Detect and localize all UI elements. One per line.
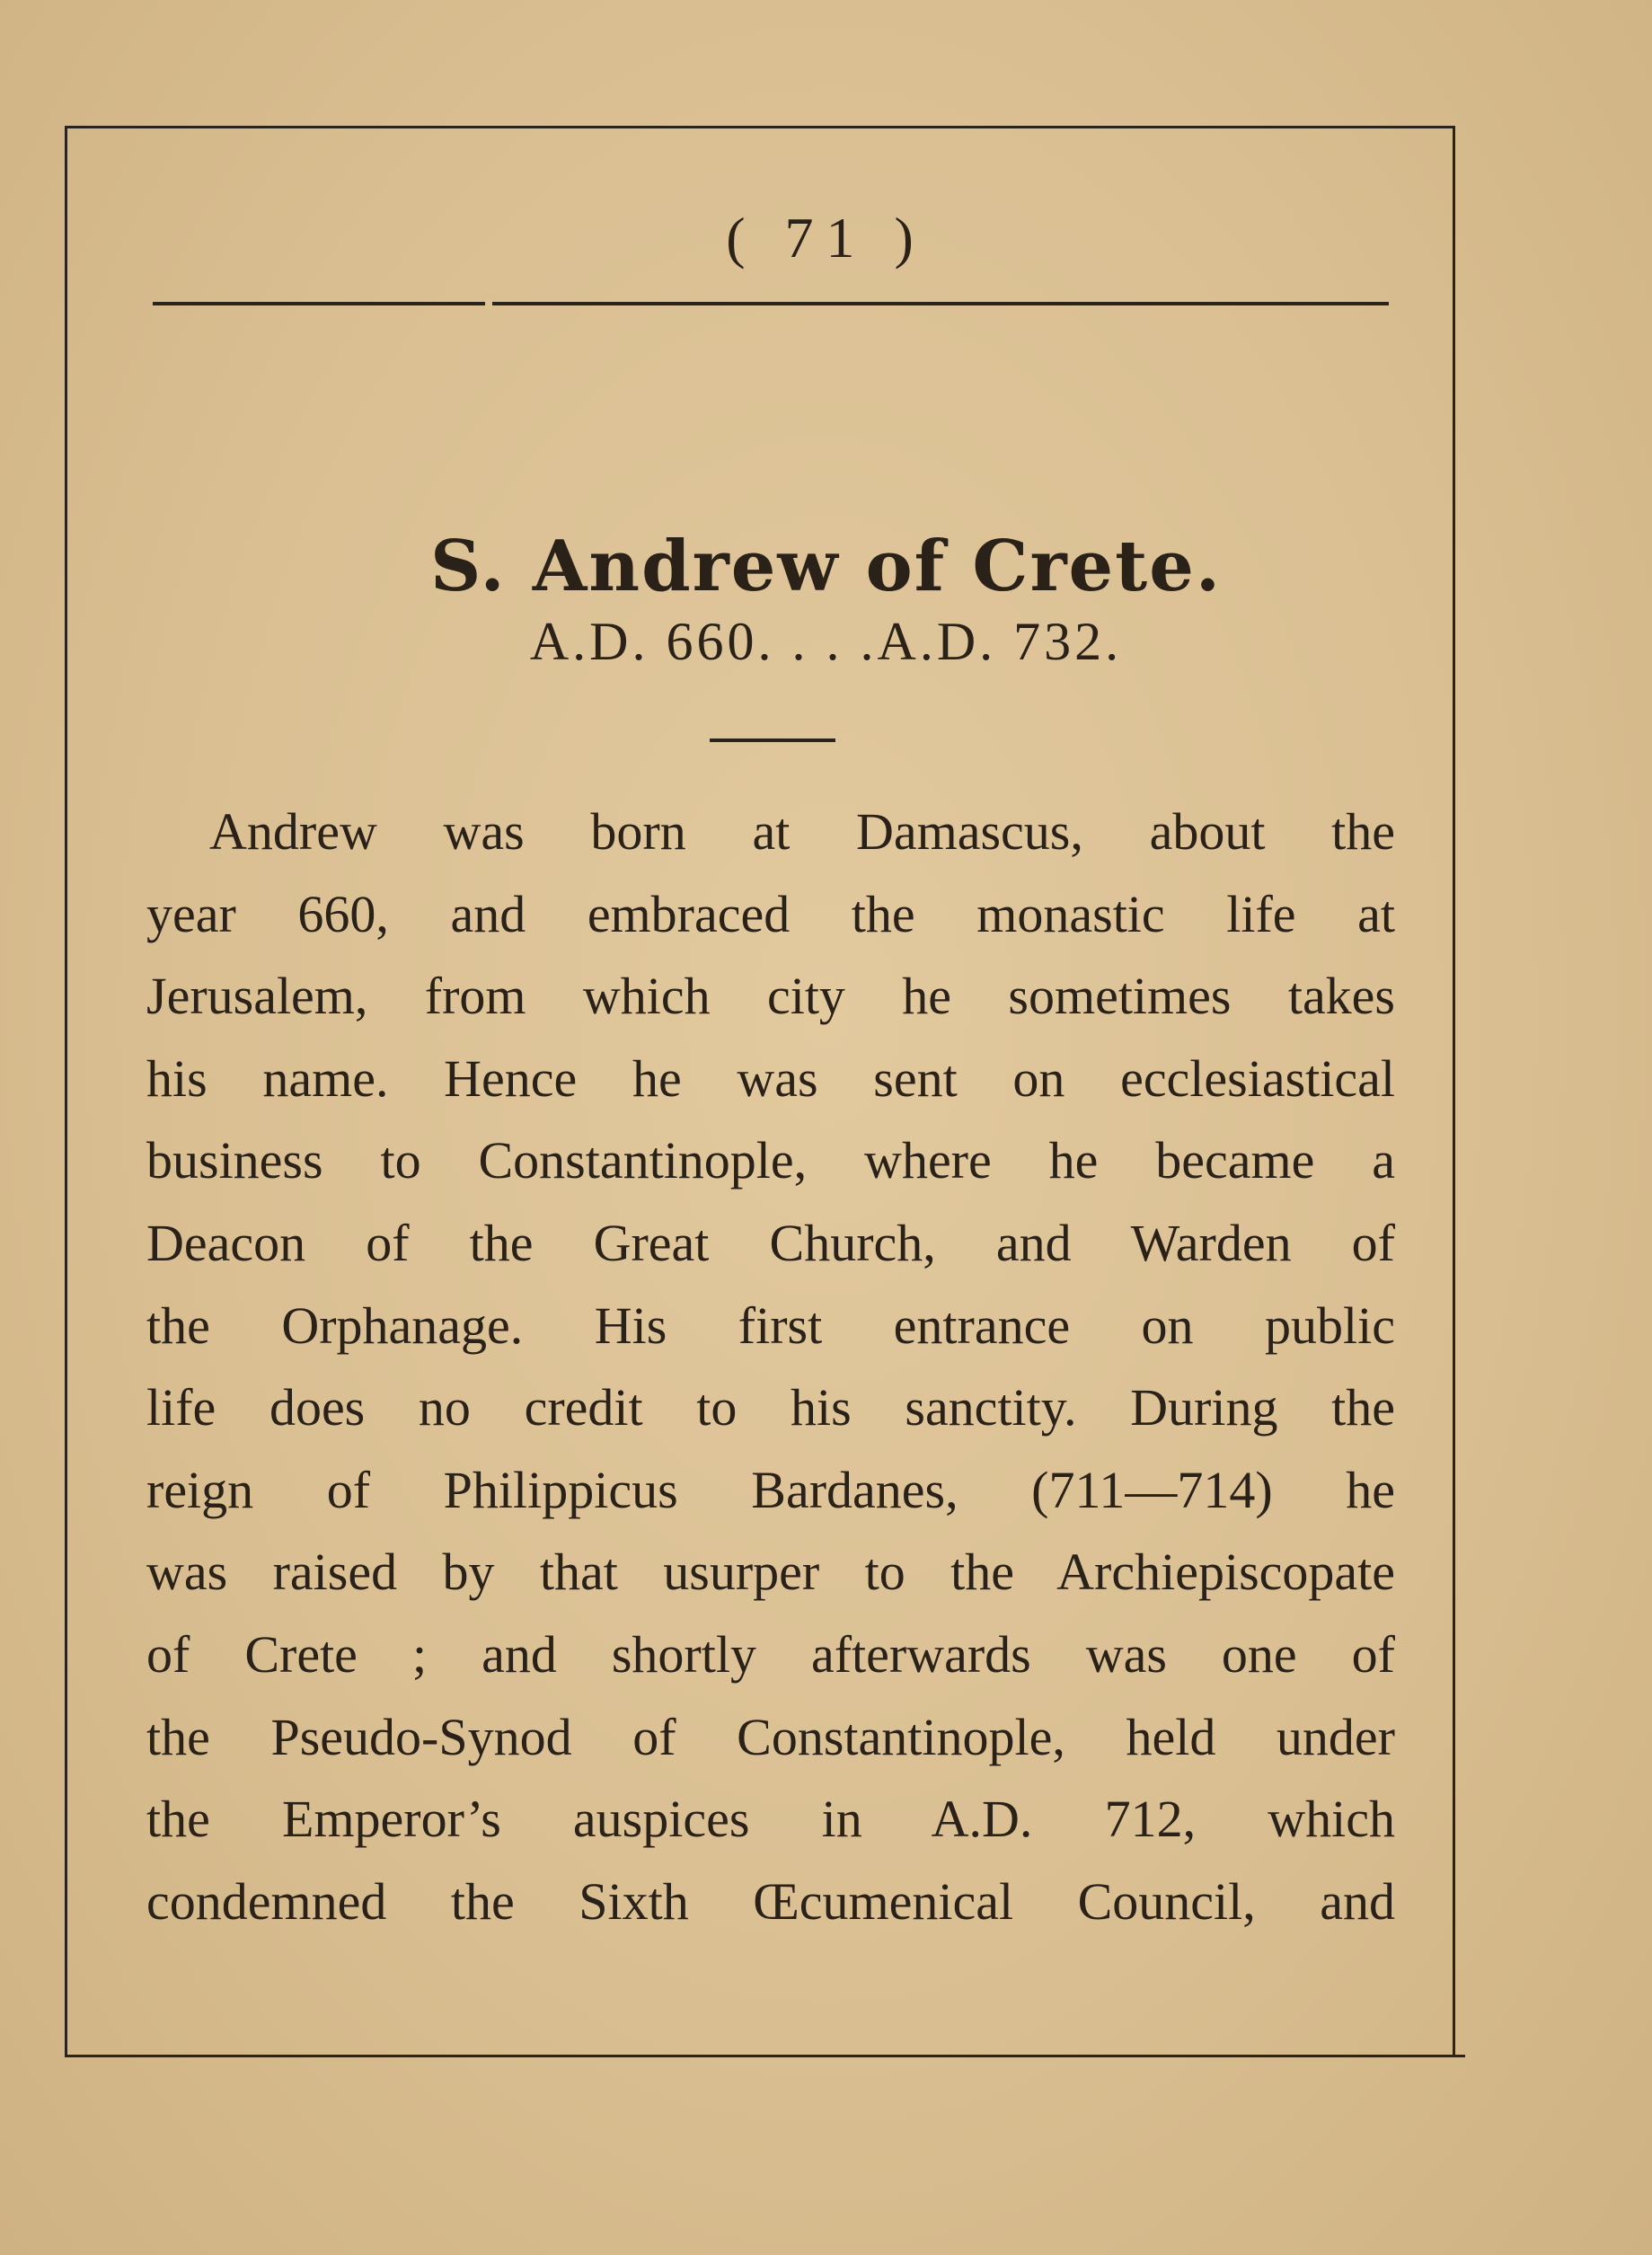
page-title: S. Andrew of Crete. <box>430 526 1222 607</box>
text-line: the Emperor’s auspices in A.D. 712, which <box>146 1790 1395 1849</box>
text-line: Jerusalem, from which city he sometimes takes <box>146 967 1395 1026</box>
text-line: life does no credit to his sanctity. During the <box>146 1378 1395 1437</box>
text-line: year 660, and embraced the monastic life at <box>146 884 1395 943</box>
text-line: reign of Philippicus Bardanes, (711—714) he <box>146 1460 1395 1519</box>
text-line: his name. Hence he was sent on ecclesiastical <box>146 1048 1395 1108</box>
text-line: of Crete ; and shortly afterwards was one of <box>146 1624 1395 1684</box>
footer-rule <box>77 2055 1465 2057</box>
text-line: Deacon of the Great Church, and Warden of <box>146 1213 1395 1272</box>
date-range: A.D. 660. . . .A.D. 732. <box>529 612 1123 671</box>
text-line: condemned the Sixth Œcumenical Council, and <box>146 1871 1395 1931</box>
body-text <box>146 791 1395 1942</box>
text-line: Andrew was born at Damascus, about the <box>209 802 1395 861</box>
title-divider <box>710 738 835 742</box>
text-line: the Pseudo-Synod of Constantinople, held under <box>146 1707 1395 1766</box>
page-number: ( 71 ) <box>726 206 926 270</box>
text-line: was raised by that usurper to the Archiepiscopate <box>146 1543 1395 1602</box>
header-rule-break <box>485 300 492 309</box>
text-line: the Orphanage. His first entrance on public <box>146 1296 1395 1355</box>
text-line: business to Constantinople, where he became a <box>146 1131 1395 1190</box>
header-rule <box>153 302 1389 305</box>
